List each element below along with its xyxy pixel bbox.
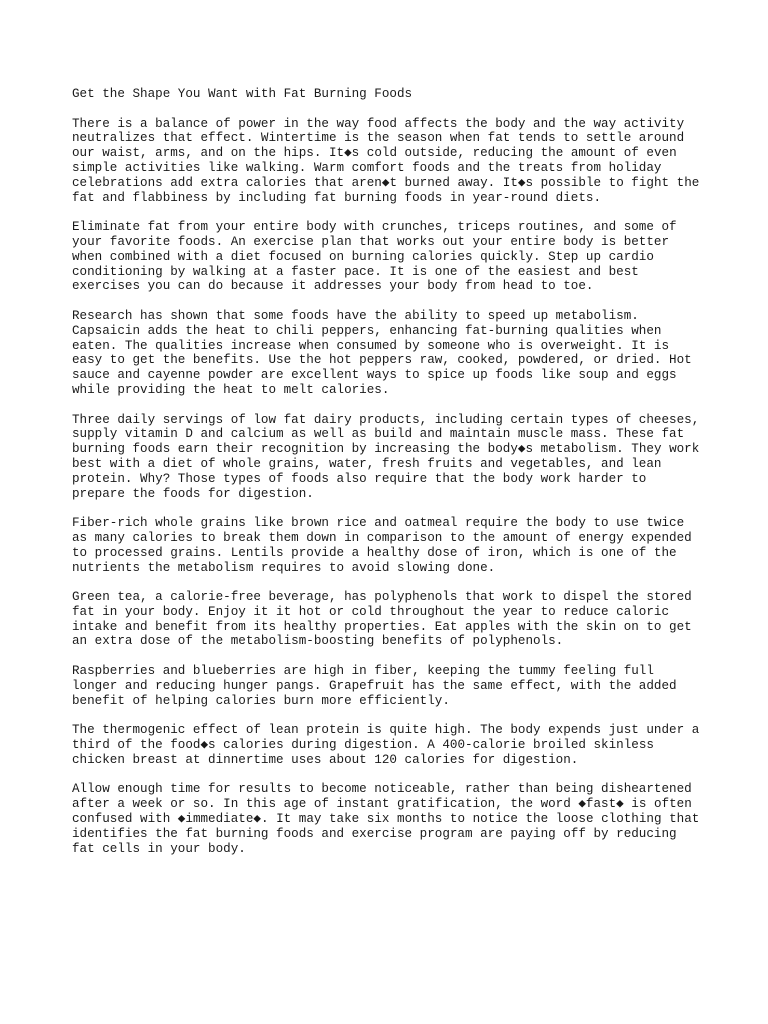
paragraph-3: Research has shown that some foods have the ability to speed up metabolism. Capsaicin adds the heat to chili peppers, enhancing fat-burning qualities when eaten. The qualities increase when consumed by someone who is overweight. It is easy to get the benefits. Use the hot peppers raw, cooked, powdered, or dried. Hot sauce and cayenne powder are excellent ways to spice up foods like soup and eggs while providing the heat to melt calories.: [72, 308, 692, 397]
paragraph-2: Eliminate fat from your entire body with crunches, triceps routines, and some of your favorite foods. An exercise plan that works out your entire body is better when combined with a diet focused on burning calories quickly. Step up cardio conditioning by walking at a faster pace. It is one of the easiest and best exercises you can do because it addresses your body from head to toe.: [72, 220, 677, 294]
paragraph-8: The thermogenic effect of lean protein is quite high. The body expends just under a third of the food◆s calories during digestion. A 400-calorie broiled skinless chicken breast at dinnertime uses about 120 calories for digestion.: [72, 723, 700, 767]
paragraph-7: Raspberries and blueberries are high in fiber, keeping the tummy feeling full longer and reducing hunger pangs. Grapefruit has the same effect, with the added benefit of helping calories burn more efficiently.: [72, 664, 677, 708]
paragraph-9: Allow enough time for results to become noticeable, rather than being disheartened after a week or so. In this age of instant gratification, the word ◆fast◆ is often confused with ◆immediate◆. It may take six months to notice the loose clothing that identifies the fat burning foods and exercise program are paying off by reducing fat cells in your body.: [72, 782, 700, 856]
document-page: [72, 87, 712, 871]
paragraph-4: Three daily servings of low fat dairy products, including certain types of cheeses, supply vitamin D and calcium as well as build and maintain muscle mass. These fat burning foods earn their recognition by increasing the body◆s metabolism. They work best with a diet of whole grains, water, fresh fruits and vegetables, and lean protein. Why? Those types of foods also require that the body work harder to prepare the foods for digestion.: [72, 412, 700, 501]
paragraph-6: Green tea, a calorie-free beverage, has polyphenols that work to dispel the stored fat in your body. Enjoy it it hot or cold throughout the year to reduce caloric intake and benefit from its healthy properties. Eat apples with the skin on to get an extra dose of the metabolism-boosting benefits of polyphenols.: [72, 590, 692, 649]
paragraph-5: Fiber-rich whole grains like brown rice and oatmeal require the body to use twice as many calories to break them down in comparison to the amount of energy expended to processed grains. Lentils provide a healthy dose of iron, which is one of the nutrients the metabolism requires to avoid slowing done.: [72, 516, 692, 575]
document-title: Get the Shape You Want with Fat Burning Foods: [72, 87, 413, 101]
paragraph-1: There is a balance of power in the way food affects the body and the way activity neutralizes that effect. Wintertime is the season when fat tends to settle around our waist, arms, and on the hips. It◆s cold outside, reducing the amount of even simple activities like walking. Warm comfort foods and the treats from holiday celebrations add extra calories that aren◆t burned away. It◆s possible to fight the fat and flabbiness by including fat burning foods in year-round diets.: [72, 116, 700, 205]
